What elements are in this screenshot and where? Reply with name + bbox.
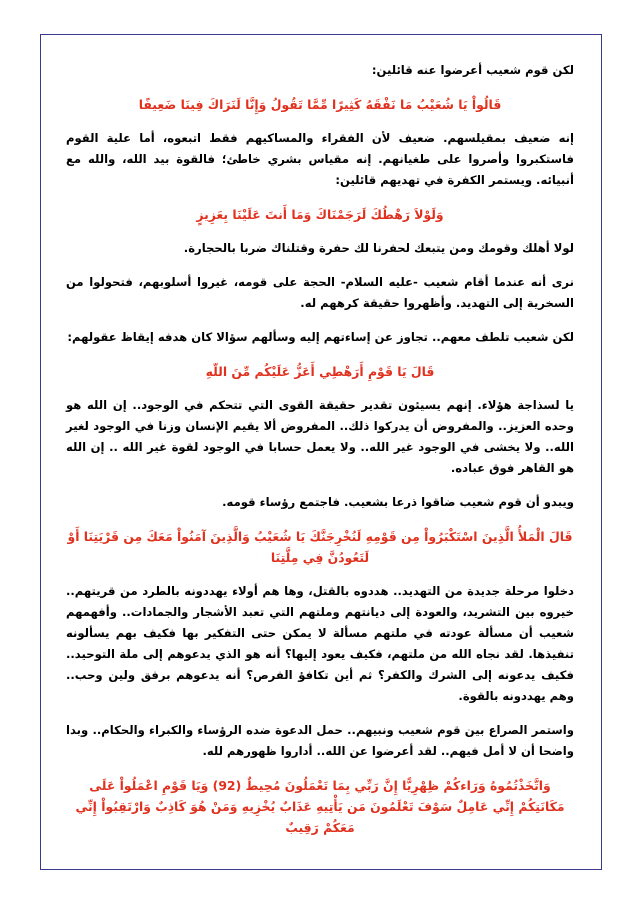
intro-paragraph: لكن قوم شعيب أعرضوا عنه قائلين: <box>371 63 574 77</box>
paragraph: لكن شعيب تلطف معهم.. تجاوز عن إساءتهم إليه وسألهم سؤالا كان هدفه إيقاظ عقولهم: <box>67 330 574 344</box>
paragraph: نرى أنه عندما أقام شعيب -عليه السلام- الحجة على قومه، غيروا أسلوبهم، فتحولوا من السخرية إلى التهديد. وأظهروا حقيقة كرههم له. <box>66 275 574 310</box>
paragraph: واستمر الصراع بين قوم شعيب ونبيهم.. حمل الدعوة ضده الرؤساء والكبراء والحكام.. وبدا واضحا أن لا أمل فيهم.. لقد أعرضوا عن الله.. أداروا ظهورهم لله. <box>66 723 574 758</box>
paragraph: إنه ضعيف بمقيلسهم. ضعيف لأن الفقراء والمساكيهم فقط اتبعوه، أما علية القوم فاستكبروا وأصروا على طغيانهم. إنه مقياس بشري خاطئ؛ فالقوة بيد الله، والله مع أنبيائه. ويستمر الكفرة في تهديهم قائلين: <box>66 131 574 187</box>
quran-verse: قَالَ يَا قَوْمِ أَرَهْطِي أَعَزُّ عَلَيْكُم مِّنَ اللّهِ <box>205 364 435 379</box>
quran-verse: وَاتَّخَذْتُمُوهُ وَرَاءكُمْ ظِهْرِيًّا إِنَّ رَبِّي بِمَا تَعْمَلُونَ مُحِيطٌ (92) وَيَا قَوْمِ اعْمَلُواْ عَلَى مَكَانَتِكُمْ إِنِّي عَامِلٌ سَوْفَ تَعْلَمُونَ مَن يَأْتِيهِ عَذَابٌ يُخْزِيهِ وَمَنْ هُوَ كَاذِبٌ وَارْتَقِبُواْ إِنِّي مَعَكُمْ رَقِيبٌ <box>75 778 565 835</box>
paragraph: دخلوا مرحلة جديدة من التهديد.. هددوه بالقتل، وها هم أولاء يهددونه بالطرد من قريتهم.. خيروه بين التشريد، والعودة إلى ديانتهم وملتهم التي تعبد الأشجار والجمادات.. وأفهمهم شعيب أن مسألة عودته في ملتهم مسألة لا يمكن حتى التفكير بها فكيف بهم يسألونه تنفيذها. لقد نجاه الله من ملتهم، فكيف يعود إليها؟ أنه هو الذي يدعوهم إلى ملة التوحيد.. فكيف يدعونه إلى الشرك والكفر؟ ثم أين تكافؤ الفرص؟ أنه يدعوهم برفق ولين وحب.. وهم يهددونه بالقوة. <box>66 584 574 703</box>
document-body <box>66 60 574 838</box>
quran-verse: وَلَوْلاَ رَهْطُكَ لَرَجَمْنَاكَ وَمَا أَنتَ عَلَيْنَا بِعَزِيزٍ <box>196 207 444 222</box>
paragraph: لولا أهلك وقومك ومن يتبعك لحفرنا لك حفرة وقتلناك ضربا بالحجارة. <box>183 241 574 255</box>
paragraph: يا لسذاجة هؤلاء. إنهم يسيئون تقدير حقيقة القوى التي تتحكم في الوجود.. إن الله هو وحده العزيز.. والمفروض أن يدركوا ذلك.. المفروض ألا يقيم الإنسان وزنا في الوجود لغير الله.. ولا يخشى في الوجود غير الله.. ولا يعمل حسابا في الوجود لقوة غير الله .. إن الله هو القاهر فوق عباده. <box>66 398 574 475</box>
quran-verse: قَالُواْ يَا شُعَيْبُ مَا نَفْقَهُ كَثِيرًا مِّمَّا تَقُولُ وَإِنَّا لَنَرَاكَ فِينَا ضَعِيفًا <box>138 97 502 112</box>
quran-verse: قَالَ الْمَلأُ الَّذِينَ اسْتَكْبَرُواْ مِن قَوْمِهِ لَنُخْرِجَنَّكَ يَا شُعَيْبُ وَالَّذِينَ آمَنُواْ مَعَكَ مِن قَرْيَتِنَا أَوْ لَتَعُودُنَّ فِي مِلَّتِنَا <box>67 529 573 565</box>
paragraph: ويبدو أن قوم شعيب ضاقوا ذرعا بشعيب. فاجتمع رؤساء قومه. <box>222 495 574 509</box>
